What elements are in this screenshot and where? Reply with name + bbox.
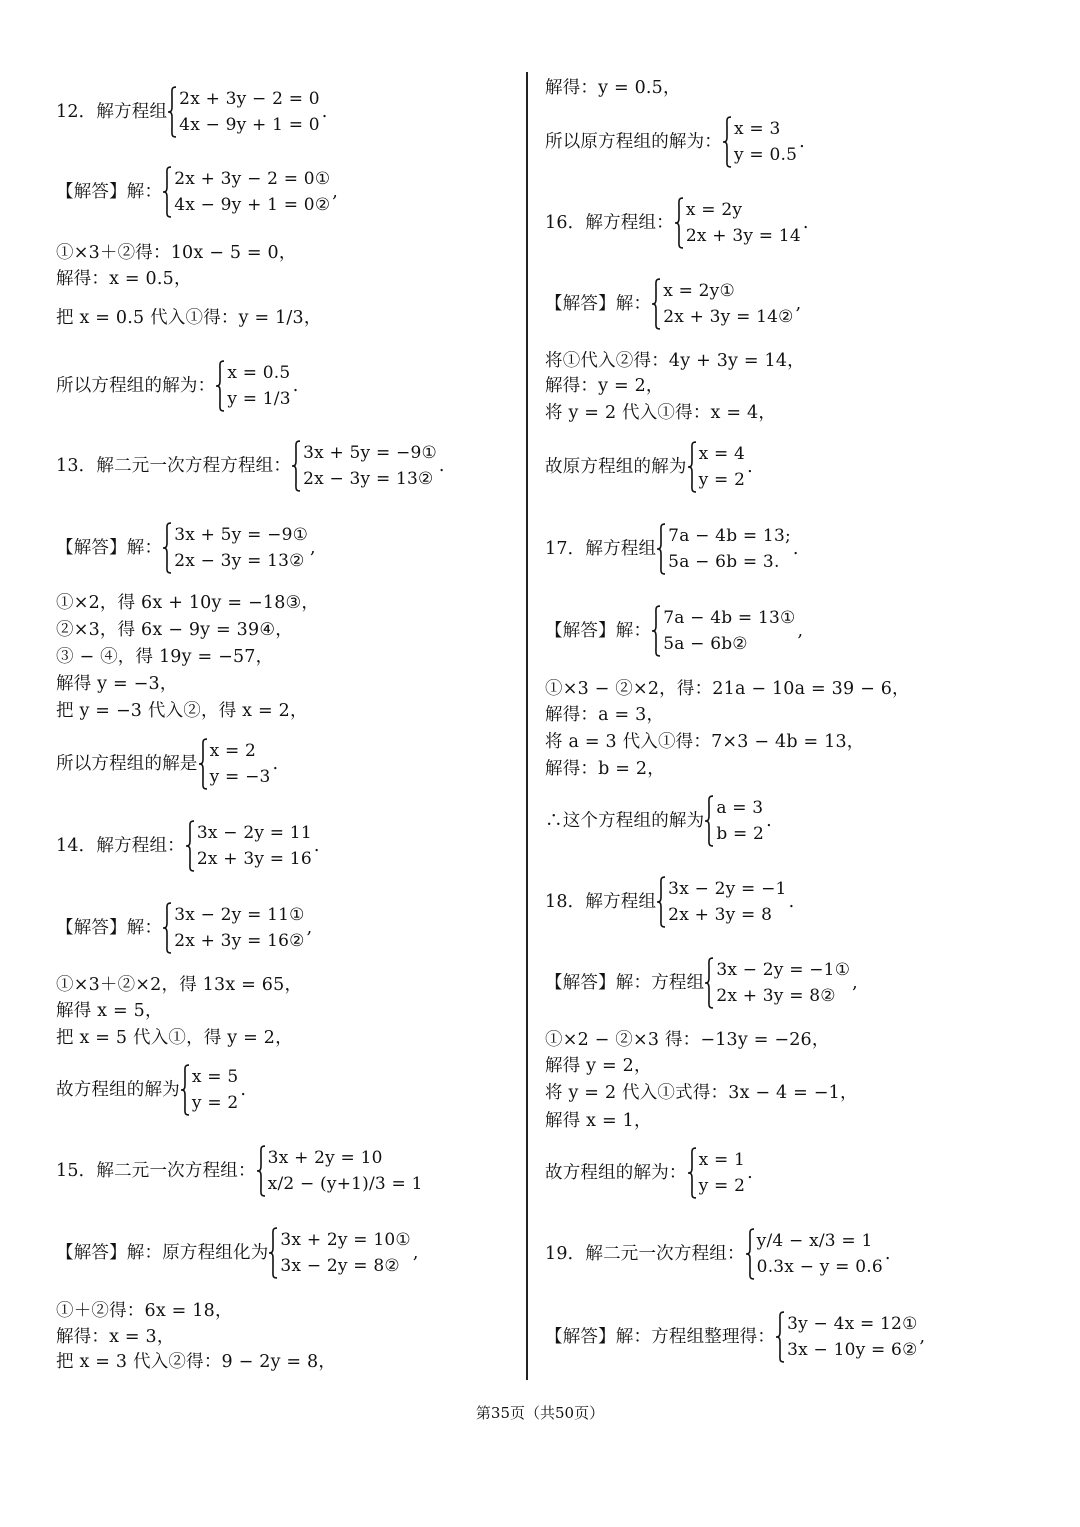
line-prefix: 所以方程组的解是 bbox=[56, 754, 198, 774]
equation-system-line bbox=[56, 522, 316, 574]
problem-statement bbox=[545, 1228, 891, 1280]
left-brace-icon bbox=[268, 1227, 278, 1279]
solution-step: 解得：x = 3， bbox=[56, 1327, 175, 1347]
line-prefix: 【解答】解：方程组整理得： bbox=[545, 1327, 776, 1347]
line-prefix: 13．解二元一次方程方程组： bbox=[56, 456, 292, 476]
equation: y = 1/3 bbox=[227, 389, 291, 409]
equation: x = 2 bbox=[209, 741, 257, 761]
equation: 5a − 6b② bbox=[663, 634, 748, 654]
line-prefix: 故方程组的解为： bbox=[545, 1163, 687, 1183]
equation-system bbox=[656, 523, 791, 575]
equation-system-line bbox=[545, 116, 805, 168]
equation: 5a − 6b = 3. bbox=[668, 552, 780, 572]
solution-step: ②×3，得 6x − 9y = 39④， bbox=[56, 620, 293, 640]
equation: x = 0.5 bbox=[227, 363, 291, 383]
equation: a = 3 bbox=[716, 798, 764, 818]
left-brace-icon bbox=[256, 1145, 266, 1197]
equation: 3x − 2y = −1 bbox=[668, 879, 787, 899]
equation: 2x + 3y − 2 = 0① bbox=[174, 169, 331, 189]
equation-system bbox=[162, 522, 308, 574]
line-suffix: . bbox=[766, 811, 772, 831]
solution-step: 解得：a = 3， bbox=[545, 705, 665, 725]
left-brace-icon bbox=[291, 440, 301, 492]
equation: y = 2 bbox=[698, 470, 746, 490]
equation: 4x − 9y + 1 = 0 bbox=[179, 115, 320, 135]
equation: 3x + 2y = 10 bbox=[267, 1148, 383, 1168]
equation: 7a − 4b = 13① bbox=[663, 608, 796, 628]
solution-step: ①×3＋②得：10x − 5 = 0， bbox=[56, 243, 297, 263]
solution-step: 将 y = 2 代入①式得：3x − 4 = −1， bbox=[545, 1083, 858, 1103]
line-suffix: . bbox=[799, 132, 805, 152]
solution-step: 将①代入②得：4y + 3y = 14， bbox=[545, 351, 805, 371]
left-brace-icon bbox=[674, 197, 684, 249]
line-prefix: ∴这个方程组的解为 bbox=[545, 811, 705, 831]
equation-system-line bbox=[56, 1064, 246, 1116]
line-suffix: . bbox=[788, 892, 795, 912]
left-brace-icon bbox=[656, 876, 666, 928]
line-suffix: , bbox=[310, 538, 316, 558]
equation: 4x − 9y + 1 = 0② bbox=[174, 195, 331, 215]
line-prefix: 12．解方程组 bbox=[56, 102, 168, 122]
left-brace-icon bbox=[180, 1064, 190, 1116]
equation-system bbox=[722, 116, 797, 168]
left-brace-icon bbox=[198, 738, 208, 790]
line-suffix: . bbox=[321, 102, 328, 122]
equation-system bbox=[651, 605, 795, 657]
line-suffix: . bbox=[884, 1244, 891, 1264]
left-brace-icon bbox=[656, 523, 666, 575]
solution-step: 解得 x = 5， bbox=[56, 1001, 163, 1021]
line-prefix: 18．解方程组 bbox=[545, 892, 657, 912]
line-prefix: 14．解方程组： bbox=[56, 836, 185, 856]
equation-system bbox=[167, 86, 320, 138]
equation-system bbox=[180, 1064, 238, 1116]
line-suffix: . bbox=[747, 457, 753, 477]
left-brace-icon bbox=[775, 1311, 785, 1363]
equation: 2x + 3y = 16② bbox=[174, 931, 305, 951]
solution-step: ①×3 − ②×2，得：21a − 10a = 39 − 6， bbox=[545, 679, 910, 699]
equation: x = 5 bbox=[191, 1067, 239, 1087]
left-brace-icon bbox=[704, 957, 714, 1009]
equation: 3x − 10y = 6② bbox=[787, 1340, 918, 1360]
equation-system bbox=[656, 876, 786, 928]
left-brace-icon bbox=[185, 820, 195, 872]
line-prefix: 故原方程组的解为 bbox=[545, 457, 687, 477]
solution-step: 把 x = 0.5 代入①得：y = 1/3， bbox=[56, 308, 322, 328]
equation-system bbox=[674, 197, 801, 249]
equation-system-line bbox=[545, 278, 801, 330]
equation: 2x + 3y = 14 bbox=[685, 226, 801, 246]
equation-system bbox=[704, 795, 764, 847]
left-brace-icon bbox=[687, 1147, 697, 1199]
line-suffix: . bbox=[240, 1080, 247, 1100]
line-suffix: , bbox=[412, 1243, 419, 1263]
equation-system-line bbox=[545, 1147, 753, 1199]
left-brace-icon bbox=[745, 1228, 755, 1280]
solution-step: 将 a = 3 代入①得：7×3 − 4b = 13， bbox=[545, 732, 865, 752]
equation-system-line bbox=[545, 1311, 925, 1363]
equation: 3x − 2y = −1① bbox=[716, 960, 851, 980]
solution-step: 把 x = 5 代入①，得 y = 2， bbox=[56, 1028, 293, 1048]
left-brace-icon bbox=[687, 441, 697, 493]
solution-step: ①×3＋②×2，得 13x = 65， bbox=[56, 975, 303, 995]
line-prefix: 15．解二元一次方程组： bbox=[56, 1161, 256, 1181]
equation: 2x + 3y = 8 bbox=[668, 905, 773, 925]
solution-step: 解得 x = 1， bbox=[545, 1111, 652, 1131]
equation-system-line bbox=[545, 795, 772, 847]
equation-system bbox=[687, 1147, 745, 1199]
line-suffix: . bbox=[313, 836, 320, 856]
solution-step: ①×2，得 6x + 10y = −18③， bbox=[56, 593, 320, 613]
left-brace-icon bbox=[167, 86, 177, 138]
equation: x = 3 bbox=[734, 119, 781, 139]
left-brace-icon bbox=[651, 278, 661, 330]
equation: x = 4 bbox=[698, 444, 746, 464]
line-prefix: 19．解二元一次方程组： bbox=[545, 1244, 745, 1264]
page-footer: 第35页（共50页） bbox=[475, 1404, 605, 1422]
solution-step: ③ − ④，得 19y = −57， bbox=[56, 647, 274, 667]
problem-statement bbox=[56, 820, 320, 872]
equation: 2x + 3y − 2 = 0 bbox=[179, 89, 320, 109]
equation-system-line bbox=[56, 166, 338, 218]
line-suffix: , bbox=[332, 182, 339, 202]
left-brace-icon bbox=[722, 116, 732, 168]
equation: 0.3x − y = 0.6 bbox=[756, 1257, 883, 1277]
equation: x = 1 bbox=[698, 1150, 746, 1170]
solution-step: ①×2 − ②×3 得：−13y = −26， bbox=[545, 1030, 830, 1050]
line-prefix: 故方程组的解为 bbox=[56, 1080, 180, 1100]
left-brace-icon bbox=[162, 522, 172, 574]
equation-system-line bbox=[56, 738, 278, 790]
equation: y = 0.5 bbox=[734, 145, 798, 165]
equation-system bbox=[704, 957, 850, 1009]
equation-system-line bbox=[545, 605, 803, 657]
line-suffix: . bbox=[802, 213, 809, 233]
equation: 2x + 3y = 16 bbox=[196, 849, 312, 869]
left-brace-icon bbox=[651, 605, 661, 657]
equation: y = 2 bbox=[191, 1093, 239, 1113]
left-brace-icon bbox=[215, 360, 225, 412]
problem-statement bbox=[56, 1145, 425, 1197]
equation-system bbox=[162, 902, 304, 954]
equation-system bbox=[745, 1228, 883, 1280]
solution-step: ①＋②得：6x = 18， bbox=[56, 1301, 233, 1321]
left-brace-icon bbox=[162, 166, 172, 218]
line-prefix: 16．解方程组： bbox=[545, 213, 674, 233]
equation: x = 2y bbox=[685, 200, 743, 220]
equation-system bbox=[162, 166, 330, 218]
line-prefix: 【解答】解： bbox=[545, 294, 652, 314]
solution-step: 将 y = 2 代入①得：x = 4， bbox=[545, 403, 777, 423]
equation-system-line bbox=[545, 441, 753, 493]
equation-system bbox=[268, 1227, 410, 1279]
equation: 2x − 3y = 13② bbox=[174, 551, 305, 571]
equation: y = −3 bbox=[209, 767, 271, 787]
line-prefix: 所以原方程组的解为： bbox=[545, 132, 722, 152]
line-suffix: . bbox=[792, 539, 799, 559]
equation-system bbox=[651, 278, 793, 330]
equation: y/4 − x/3 = 1 bbox=[756, 1231, 873, 1251]
equation-system bbox=[256, 1145, 423, 1197]
line-prefix: 【解答】解： bbox=[56, 538, 163, 558]
solution-step: 解得：x = 0.5， bbox=[56, 269, 192, 289]
column-divider bbox=[526, 72, 528, 1380]
equation: y = 2 bbox=[698, 1176, 746, 1196]
line-suffix: . bbox=[292, 376, 299, 396]
line-prefix: 【解答】解： bbox=[56, 918, 163, 938]
problem-statement bbox=[56, 86, 328, 138]
equation: 3x + 5y = −9① bbox=[174, 525, 309, 545]
equation: 3x − 2y = 11 bbox=[196, 823, 312, 843]
solution-step: 解得：y = 0.5， bbox=[545, 78, 681, 98]
equation-system-line bbox=[56, 1227, 419, 1279]
line-suffix: , bbox=[795, 294, 802, 314]
left-brace-icon bbox=[704, 795, 714, 847]
solution-step: 解得：y = 2， bbox=[545, 376, 664, 396]
equation: 2x + 3y = 14② bbox=[663, 307, 794, 327]
line-prefix: 【解答】解： bbox=[56, 182, 163, 202]
line-prefix: 【解答】解： bbox=[545, 621, 652, 641]
line-suffix: . bbox=[747, 1163, 753, 1183]
equation-system bbox=[215, 360, 290, 412]
problem-statement bbox=[56, 440, 445, 492]
equation-system bbox=[687, 441, 745, 493]
equation-system-line bbox=[56, 360, 299, 412]
equation: x/2 − (y+1)/3 = 1 bbox=[267, 1174, 423, 1194]
problem-statement bbox=[545, 197, 809, 249]
equation-system bbox=[291, 440, 437, 492]
equation: x = 2y① bbox=[663, 281, 735, 301]
problem-statement bbox=[545, 876, 794, 928]
solution-step: 解得 y = 2， bbox=[545, 1056, 652, 1076]
line-suffix: , bbox=[852, 973, 858, 993]
line-suffix: , bbox=[919, 1327, 926, 1347]
equation: 3x − 2y = 8② bbox=[280, 1256, 400, 1276]
equation: b = 2 bbox=[716, 824, 765, 844]
equation: 3x − 2y = 11① bbox=[174, 905, 305, 925]
solution-step: 解得：b = 2， bbox=[545, 759, 665, 779]
line-prefix: 【解答】解：方程组 bbox=[545, 973, 705, 993]
line-suffix: . bbox=[438, 456, 445, 476]
equation: 7a − 4b = 13; bbox=[668, 526, 791, 546]
equation: 2x − 3y = 13② bbox=[303, 469, 434, 489]
line-suffix: , bbox=[797, 621, 804, 641]
line-prefix: 17．解方程组 bbox=[545, 539, 657, 559]
equation: 3x + 5y = −9① bbox=[303, 443, 437, 463]
equation-system bbox=[775, 1311, 917, 1363]
line-suffix: , bbox=[306, 918, 313, 938]
equation-system-line bbox=[56, 902, 312, 954]
line-suffix: . bbox=[272, 754, 279, 774]
equation-system bbox=[198, 738, 271, 790]
solution-step: 解得 y = −3， bbox=[56, 674, 178, 694]
line-prefix: 所以方程组的解为： bbox=[56, 376, 216, 396]
equation: 3x + 2y = 10① bbox=[280, 1230, 411, 1250]
solution-step: 把 y = −3 代入②，得 x = 2， bbox=[56, 701, 308, 721]
equation: 3y − 4x = 12① bbox=[787, 1314, 918, 1334]
equation-system-line bbox=[545, 957, 858, 1009]
left-brace-icon bbox=[162, 902, 172, 954]
equation: 2x + 3y = 8② bbox=[716, 986, 836, 1006]
problem-statement bbox=[545, 523, 799, 575]
equation-system bbox=[185, 820, 312, 872]
solution-step: 把 x = 3 代入②得：9 − 2y = 8， bbox=[56, 1352, 337, 1372]
line-prefix: 【解答】解：原方程组化为 bbox=[56, 1243, 269, 1263]
